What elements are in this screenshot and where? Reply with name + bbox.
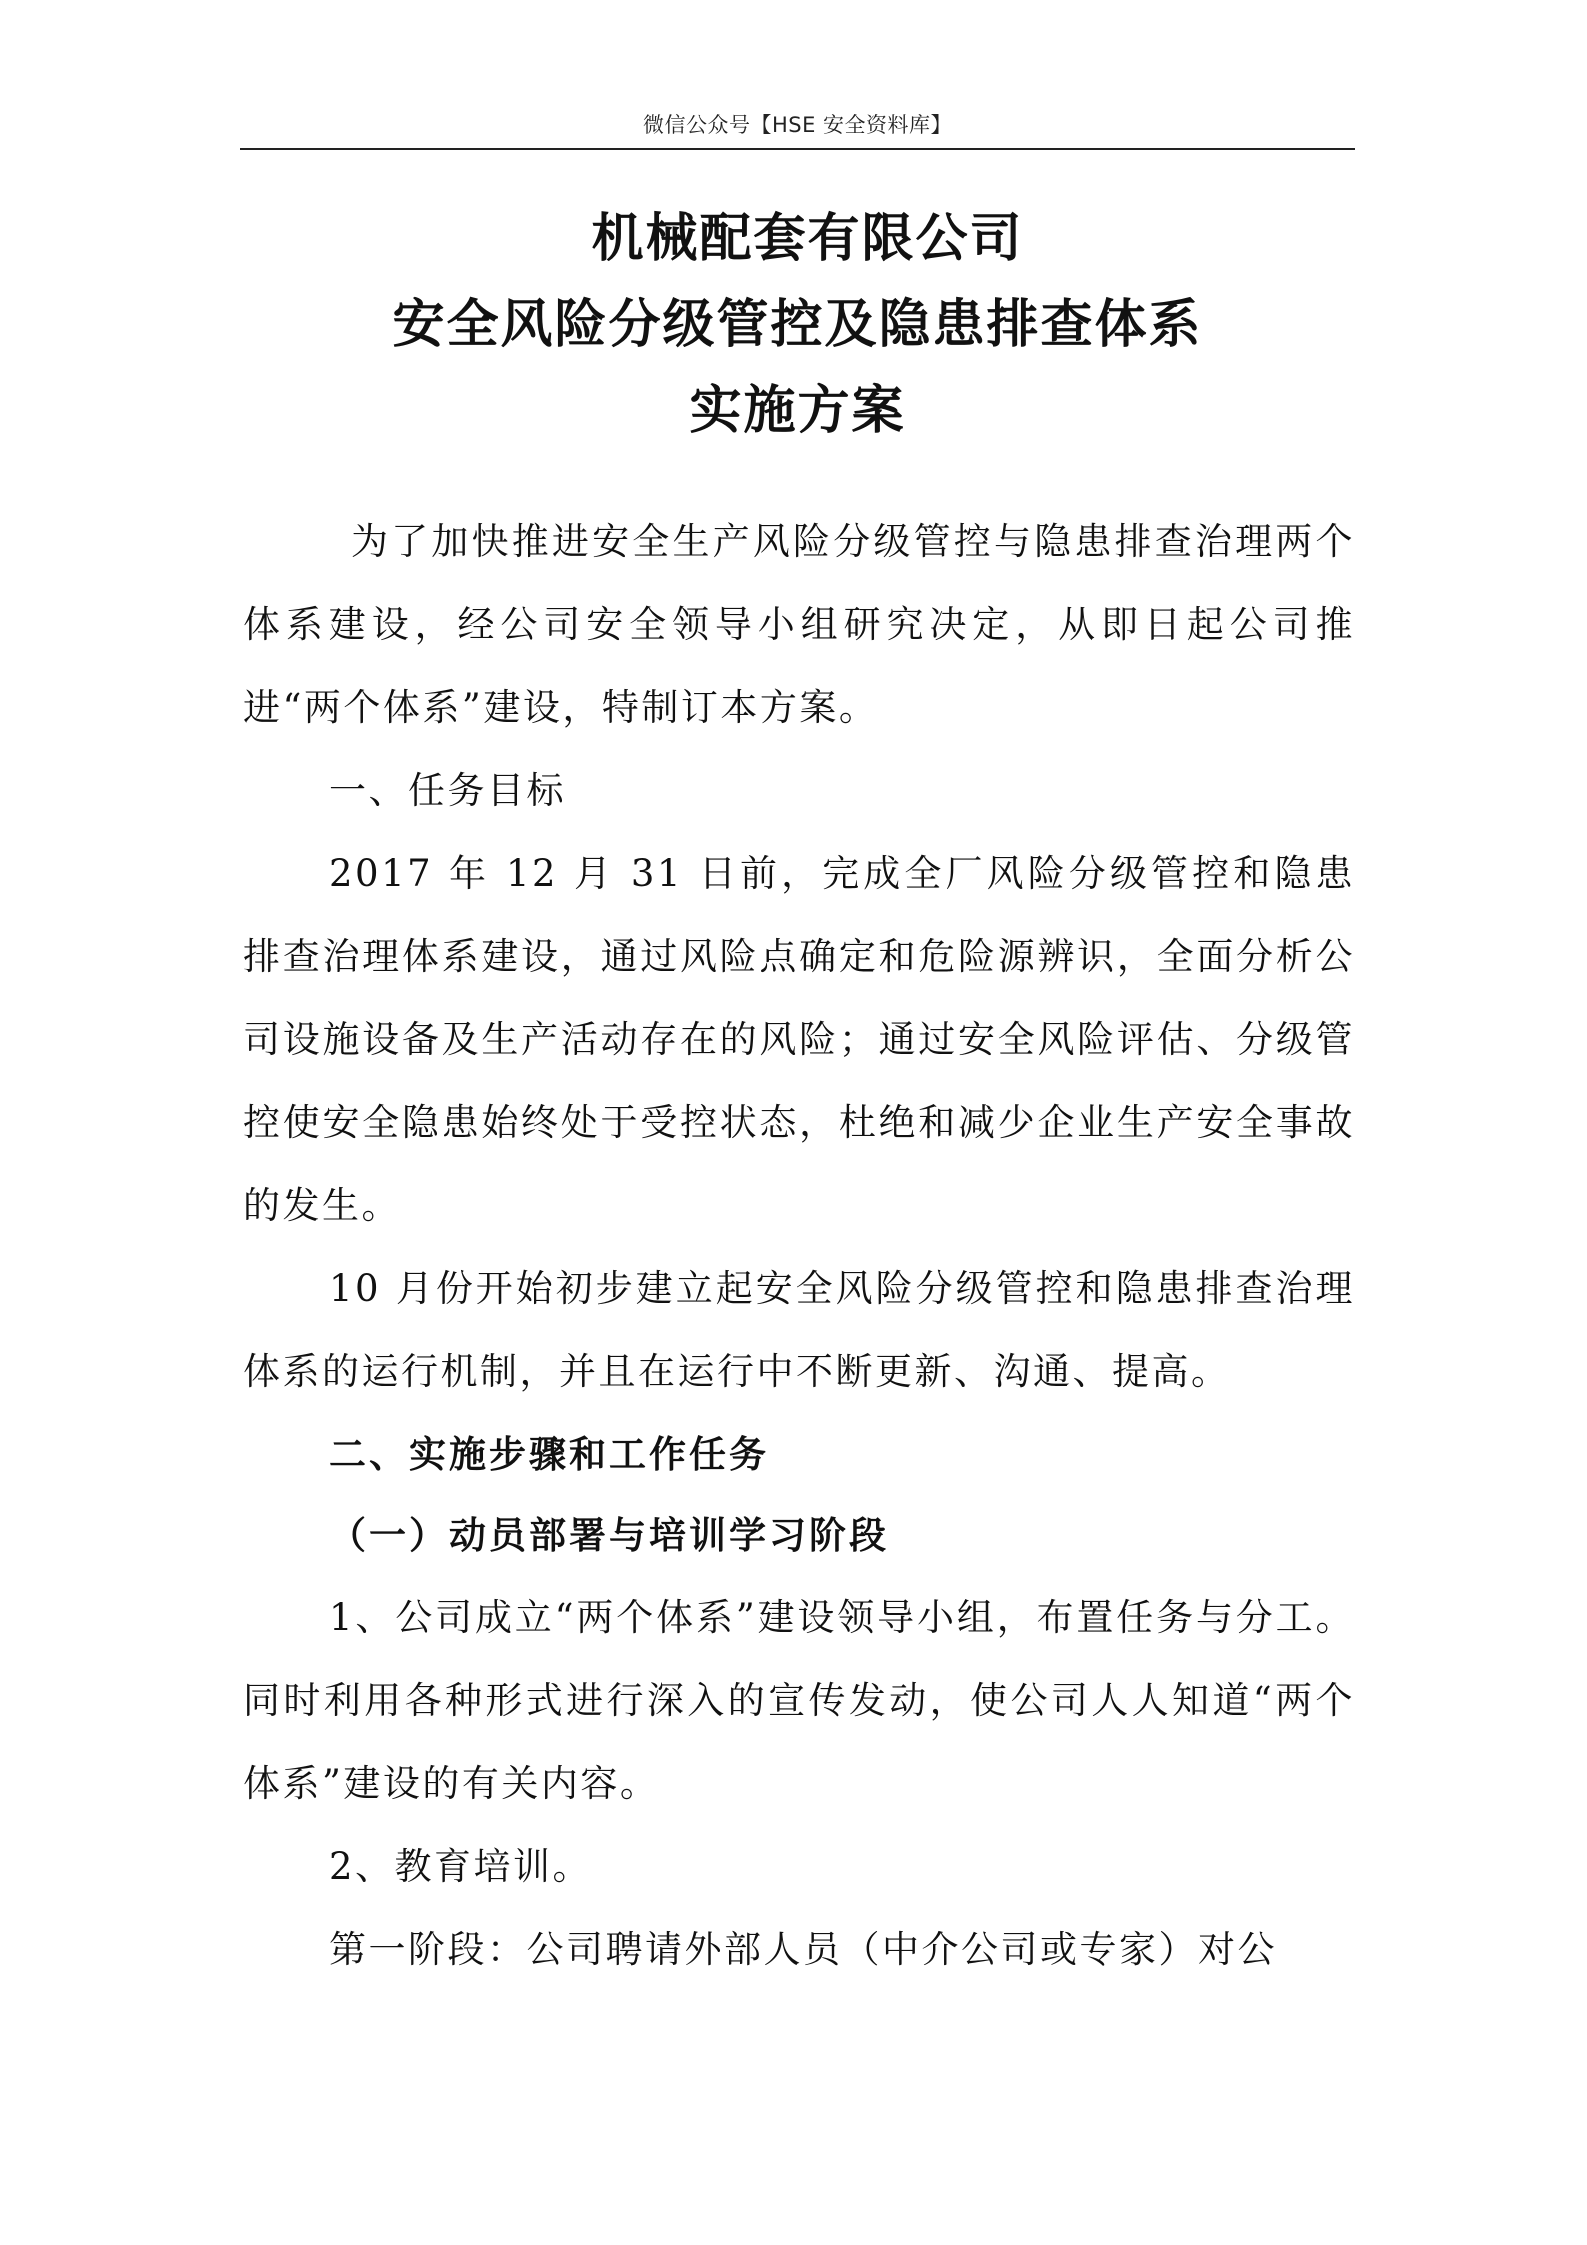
goals-paragraph-2: 10 月份开始初步建立起安全风险分级管控和隐患排查治理体系的运行机制，并且在运行中不断更新、沟通、提高。	[243, 1267, 1355, 1393]
document-body	[243, 500, 1355, 1991]
title-subject: 安全风险分级管控及隐患排查体系	[392, 295, 1203, 355]
goals-paragraph-1: 2017 年 12 月 31 日前，完成全厂风险分级管控和隐患排查治理体系建设，通过风险点确定和危险源辨识，全面分析公司设施设备及生产活动存在的风险；通过安全风险评估、分级管控使安全隐患始终处于受控状态，杜绝和减少企业生产安全事故的发生。	[243, 852, 1355, 1227]
section-heading-steps: 二、实施步骤和工作任务	[329, 1433, 769, 1476]
section-heading-goals: 一、任务目标	[329, 769, 566, 812]
document-title	[240, 196, 1355, 454]
title-plan: 实施方案	[689, 381, 906, 441]
title-company: 机械配套有限公司	[591, 209, 1024, 269]
header-divider	[240, 148, 1355, 150]
step-item-2: 2、教育培训。	[329, 1845, 593, 1888]
page-header: 微信公众号【HSE 安全资料库】	[642, 113, 953, 137]
stage-1-paragraph: 第一阶段：公司聘请外部人员（中介公司或专家）对公	[329, 1928, 1277, 1971]
step-item-1: 1、公司成立“两个体系”建设领导小组，布置任务与分工。同时利用各种形式进行深入的宣传发动，使公司人人知道“两个体系”建设的有关内容。	[243, 1596, 1355, 1805]
intro-paragraph: 为了加快推进安全生产风险分级管控与隐患排查治理两个体系建设，经公司安全领导小组研究决定，从即日起公司推进“两个体系”建设，特制订本方案。	[243, 520, 1355, 729]
subsection-heading-mobilization: （一）动员部署与培训学习阶段	[329, 1514, 889, 1557]
